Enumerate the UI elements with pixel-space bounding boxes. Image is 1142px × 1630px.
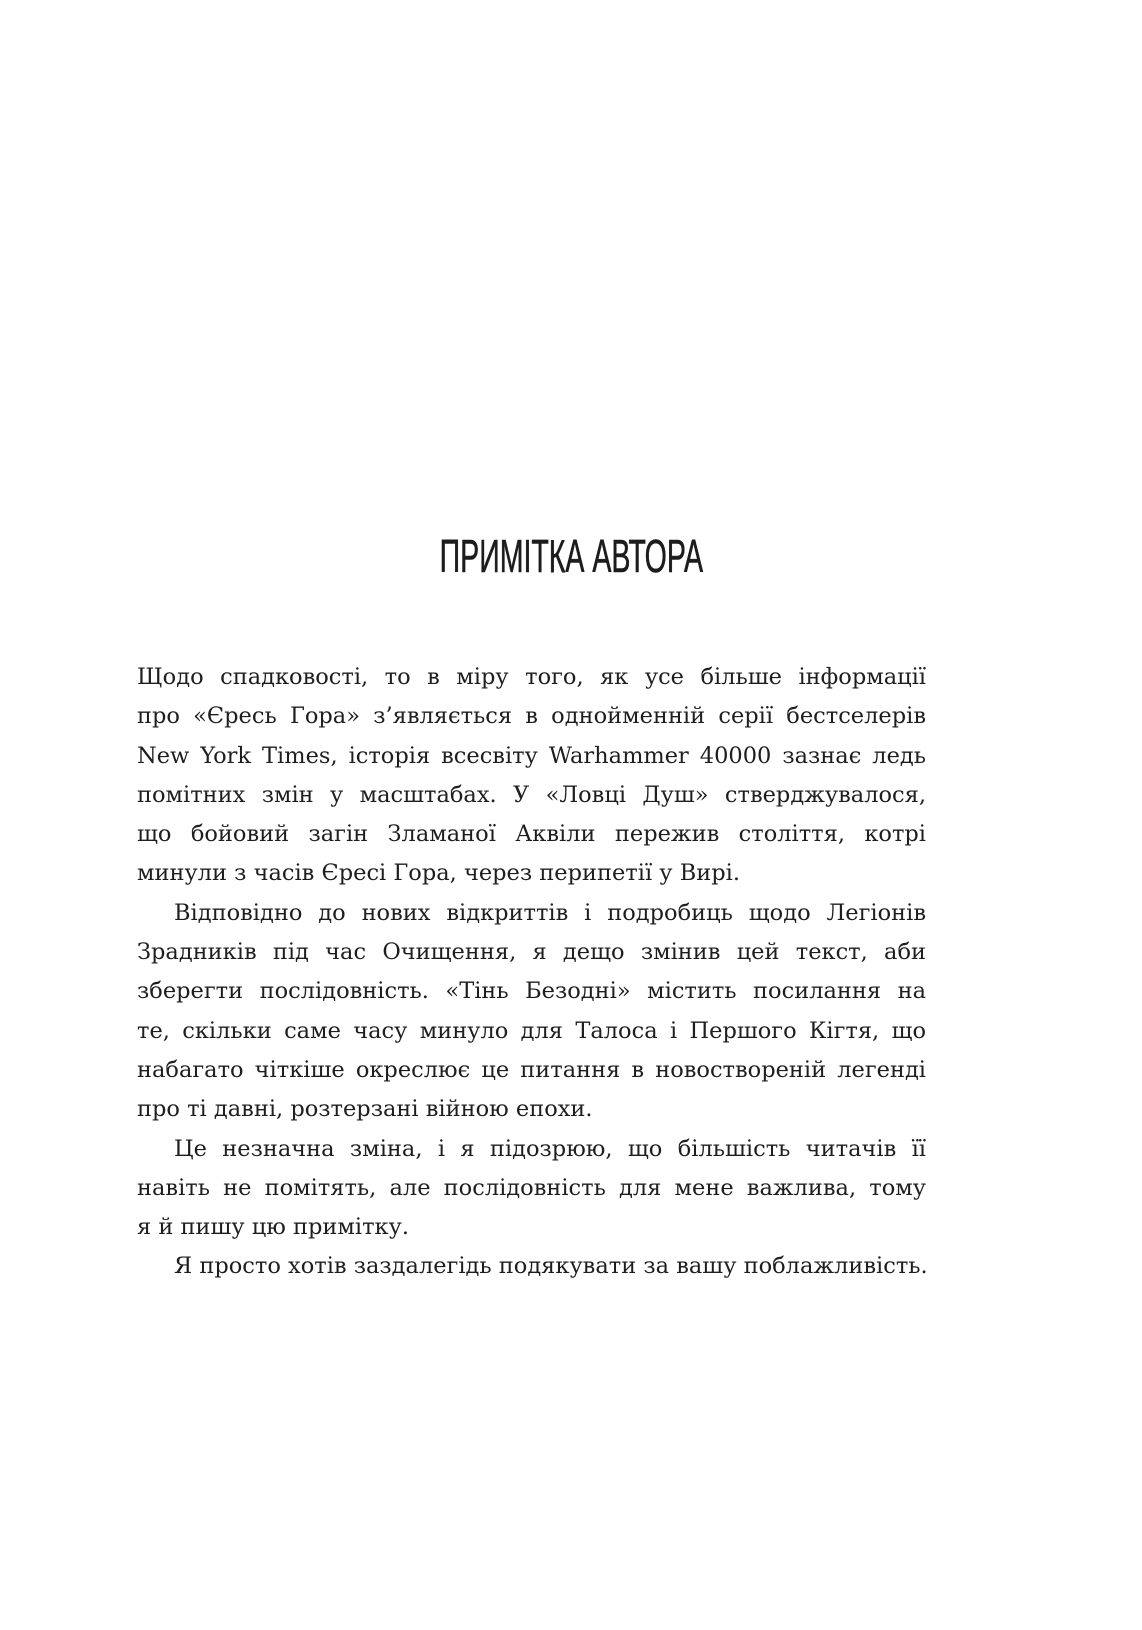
text-line: те, скільки саме часу минуло для Талоса і Першого Кігтя, що: [137, 1017, 926, 1044]
text-line: минули з часів Єресі Гора, через перипетії у Вирі.: [137, 860, 740, 887]
text-line: навіть не помітять, але послідовність для мене важлива, тому: [137, 1174, 926, 1201]
text-line: набагато чіткіше окреслює це питання в новоствореній легенді: [137, 1056, 926, 1083]
text-line: Щодо спадковості, то в міру того, як усе більше інформації: [137, 664, 926, 690]
paragraph-3: [137, 1130, 926, 1248]
page-title: [0, 528, 1142, 584]
text-line: про «Єресь Гора» з’являється в однойменній серії бестселерів: [137, 703, 926, 730]
page-title-text: ПРИМІТКА АВТОРА: [439, 530, 703, 582]
text-line: про ті давні, розтерзані війною епохи.: [137, 1096, 593, 1123]
paragraph-1: [137, 658, 926, 894]
text-line: Зрадників під час Очищення, я дещо змінив цей текст, аби: [137, 939, 926, 966]
text-line: Це незначна зміна, і я підозрюю, що більшість читачів її: [174, 1135, 926, 1162]
text-line: що бойовий загін Зламаної Аквіли пережив століття, котрі: [137, 821, 926, 848]
text-line: Я просто хотів заздалегідь подякувати за вашу поблажливість.: [174, 1253, 928, 1280]
paragraph-2: [137, 894, 926, 1130]
text-line: помітних змін у масштабах. У «Ловці Душ» стверджувалося,: [137, 781, 926, 808]
text-line: New York Times, історія всесвіту Warhammer 40000 зазнає ледь: [137, 742, 926, 769]
author-note-body: [137, 658, 926, 1287]
text-line: я й пишу цю примітку.: [137, 1214, 409, 1241]
text-line: Відповідно до нових відкриттів і подробиць щодо Легіонів: [174, 899, 926, 926]
paragraph-4: [137, 1247, 926, 1286]
text-line: зберегти послідовність. «Тінь Безодні» містить посилання на: [137, 978, 926, 1005]
